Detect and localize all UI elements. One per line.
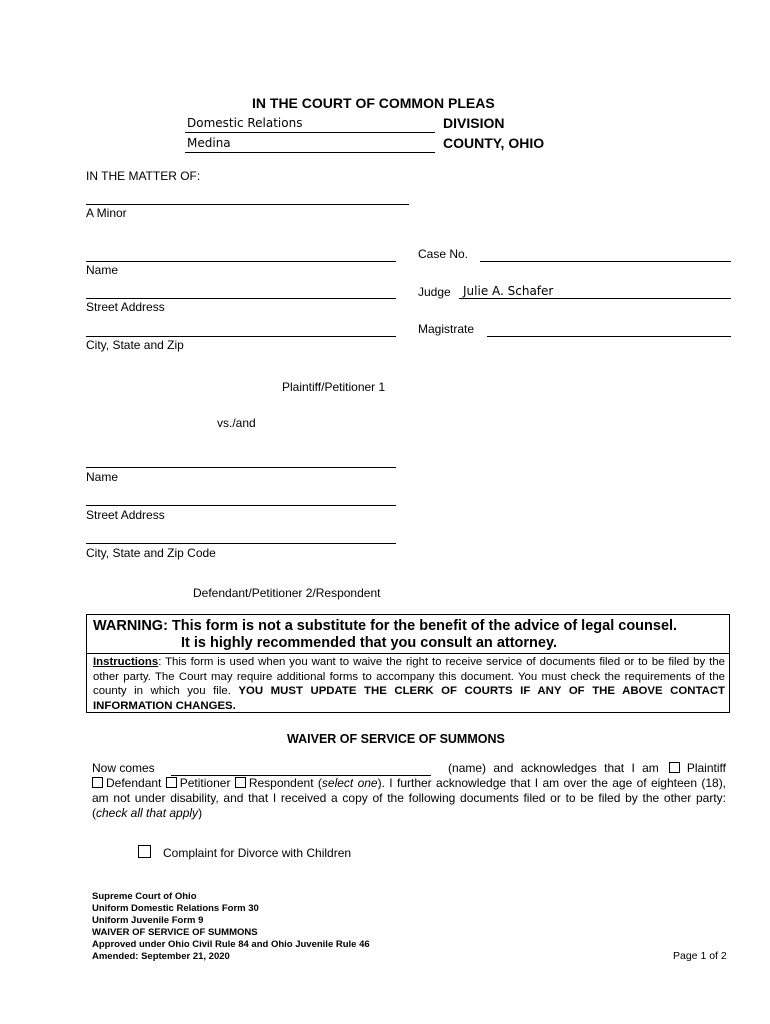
check-all-text: check all that apply bbox=[96, 806, 199, 820]
amended-label: Amended: bbox=[92, 951, 139, 962]
party2-city-label: City, State and Zip Code bbox=[86, 546, 216, 560]
select-one-text: select one bbox=[321, 776, 378, 790]
judge-label: Judge bbox=[418, 285, 451, 299]
now-comes-label: Now comes bbox=[92, 761, 155, 775]
defendant-checkbox[interactable] bbox=[92, 777, 103, 788]
party2-name-label: Name bbox=[86, 470, 119, 484]
case-no-label: Case No. bbox=[418, 247, 469, 261]
doc-complaint-item[interactable] bbox=[138, 845, 351, 860]
court-title: IN THE COURT OF COMMON PLEAS bbox=[252, 95, 495, 111]
plaintiff-option[interactable] bbox=[669, 761, 725, 776]
case-no-field[interactable] bbox=[480, 261, 731, 262]
magistrate-label: Magistrate bbox=[418, 322, 475, 336]
party1-city-label: City, State and Zip bbox=[86, 338, 184, 352]
party2-role-label: Defendant/Petitioner 2/Respondent bbox=[193, 586, 381, 600]
county-underline bbox=[185, 152, 435, 153]
waiver-paragraph bbox=[92, 761, 726, 821]
instructions-label: Instructions bbox=[93, 656, 159, 668]
name-ack-text: (name) and acknowledges that I am bbox=[448, 761, 659, 775]
party1-name-label: Name bbox=[86, 263, 119, 277]
waiver-line-2 bbox=[92, 776, 726, 821]
vs-label: vs./and bbox=[217, 416, 256, 430]
magistrate-field[interactable] bbox=[487, 336, 731, 337]
judge-field[interactable]: Julie A. Schafer bbox=[463, 284, 554, 298]
warning-line-1: WARNING: This form is not a substitute for the benefit of the advice of legal counsel. bbox=[93, 618, 678, 634]
party1-name-field[interactable] bbox=[86, 261, 396, 262]
acknowledge-text: ). I further acknowledge that I am over the age of eighteen (18), am not under disability, and that I received a copy of the following documents filed or to be filed by the other party: ( bbox=[92, 776, 727, 820]
footer-amended bbox=[92, 951, 370, 963]
waiver-name-field[interactable] bbox=[171, 762, 431, 776]
instructions-bold: YOU MUST UPDATE THE CLERK OF COURTS IF ANY OF THE ABOVE CONTACT INFORMATION CHANGES. bbox=[93, 685, 725, 712]
division-underline bbox=[185, 132, 435, 133]
party1-street-label: Street Address bbox=[86, 300, 165, 314]
respondent-checkbox[interactable] bbox=[235, 777, 246, 788]
party2-street-field[interactable] bbox=[86, 505, 396, 506]
form-footer bbox=[92, 891, 370, 963]
division-label: DIVISION bbox=[443, 115, 505, 131]
complaint-label: Complaint for Divorce with Children bbox=[163, 846, 352, 860]
footer-line-2: Uniform Domestic Relations Form 30 bbox=[92, 903, 259, 914]
footer-line-3: Uniform Juvenile Form 9 bbox=[92, 915, 204, 926]
waiver-title: WAIVER OF SERVICE OF SUMMONS bbox=[287, 732, 505, 746]
waiver-line-1 bbox=[92, 761, 726, 776]
minor-name-field[interactable] bbox=[86, 204, 409, 205]
party2-street-label: Street Address bbox=[86, 508, 165, 522]
judge-underline bbox=[459, 298, 731, 299]
plaintiff-checkbox[interactable] bbox=[669, 762, 680, 773]
division-field[interactable]: Domestic Relations bbox=[187, 116, 303, 130]
instructions-text bbox=[93, 655, 725, 713]
defendant-label: Defendant bbox=[106, 776, 162, 790]
party2-city-field[interactable] bbox=[86, 543, 396, 544]
warning-line-2: It is highly recommended that you consult an attorney. bbox=[181, 635, 557, 651]
footer-line-5: Approved under Ohio Civil Rule 84 and Ohio Juvenile Rule 46 bbox=[92, 939, 370, 950]
plaintiff-label: Plaintiff bbox=[686, 761, 726, 775]
minor-label: A Minor bbox=[86, 206, 127, 220]
amended-date: September 21, 2020 bbox=[141, 951, 230, 962]
party1-street-field[interactable] bbox=[86, 298, 396, 299]
petitioner-checkbox[interactable] bbox=[166, 777, 177, 788]
footer-line-4: WAIVER OF SERVICE OF SUMMONS bbox=[92, 927, 258, 938]
respondent-label: Respondent ( bbox=[248, 776, 322, 790]
close-paren: ) bbox=[198, 806, 203, 820]
complaint-checkbox[interactable] bbox=[138, 845, 151, 858]
page-number: Page 1 of 2 bbox=[673, 950, 727, 962]
county-label: COUNTY, OHIO bbox=[443, 135, 545, 151]
instructions-body: : This form is used when you want to waive the right to receive service of documents filed or to be filed by the other party. The Court may require additional forms to accompany this document. You must check the requirements of the county in which you file. bbox=[93, 656, 725, 697]
warning-divider bbox=[87, 653, 729, 654]
party2-name-field[interactable] bbox=[86, 467, 396, 468]
party1-role-label: Plaintiff/Petitioner 1 bbox=[282, 380, 386, 394]
party1-city-field[interactable] bbox=[86, 336, 396, 337]
petitioner-label: Petitioner bbox=[179, 776, 231, 790]
matter-heading: IN THE MATTER OF: bbox=[86, 169, 201, 183]
warning-box bbox=[86, 614, 730, 713]
footer-line-1: Supreme Court of Ohio bbox=[92, 891, 197, 902]
county-field[interactable]: Medina bbox=[187, 136, 231, 150]
